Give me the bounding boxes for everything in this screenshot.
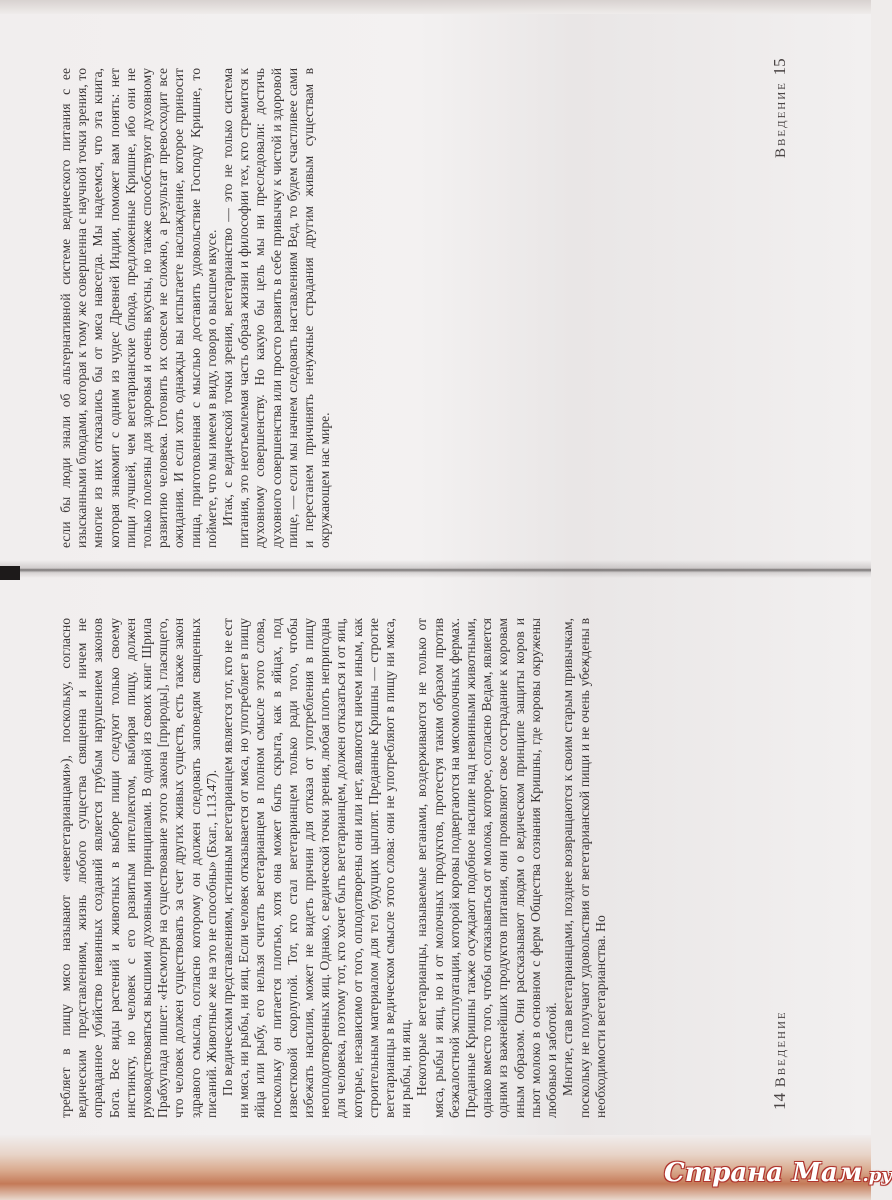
page-14-paragraph-3: Некоторые вегетарианцы, называемые веганами, воздерживаются не только от мяса, рыбы и яиц, но и от молочных продуктов, протестуя таким образом против безжалостной эксплуатации, которой коровы подвергаются на мясомолочных фермах. Преданные Кришны также осуждают подобное насилие над невинными животными, однако вместо того, чтобы отказываться от молока, которое, согласно Ведам, является одним из важнейших продуктов питания, они проявляют свое сострадание к коровам иным образом. Они рассказывают людям о ведическом принципе защиты коров и пьют молоко в основном с ферм Общества сознания Кришны, где коровы окружены любовью и заботой. — [414, 618, 560, 1118]
page-number: 14 — [770, 1093, 789, 1110]
page-14-paragraph-1: требляет в пищу мясо называют «невегетарианцами»), поскольку, согласно ведическим представлениям, жизнь любого существа священна и ничем не оправданное убийство невинных созданий является грубым нарушением законов Бога. Все виды растений и животных в выборе пищи следуют только своему инстинкту, но человек с его развитым интеллектом, выбирая пищу, должен руководствоваться высшими духовными принципами. В одной из своих книг Шрила Прабхупада пишет: «Несмотря на существование этого закона [природы], гласящего, что человек должен существовать за счет других живых существ, есть также закон здравого смысла, согласно которому он должен следовать заповедям священных писаний. Животные же на это не способны» (Бхаг., 1.13.47). — [58, 618, 219, 1118]
spine-shadow — [0, 566, 20, 580]
site-watermark — [664, 1158, 892, 1188]
watermark-domain: .ру — [862, 1165, 892, 1186]
page-number: 15 — [770, 58, 789, 76]
page-15-paragraph-2: Итак, с ведической точки зрения, вегетарианство — это не только система питания, это неотъемлемая часть образа жизни и философии тех, кто стремится к духовному совершенству. Но какую бы цель мы ни преследовали: достичь духовного совершенства или просто развить в себе привычку к чистой и здоровой пище, — если мы начнем следовать наставлениям Вед, то будем счастливее сами и перестанем причинять ненужные страдания другим живым существам в окружающем нас мире. — [220, 68, 333, 548]
watermark-text: Страна Мам — [664, 1158, 863, 1188]
book-spine — [0, 560, 871, 578]
book-top-edge — [0, 0, 871, 14]
page-15-paragraph-1: если бы люди знали об альтернативной системе ведического питания с ее изысканными блюдами, которая к тому же совершенна с научной точки зрения, то многие из них отказались бы от мяса навсегда. Мы надеемся, что эта книга, которая знакомит с одним из чудес Древней Индии, поможет вам понять: нет пищи лучшей, чем вегетарианские блюда, предложенные Кришне, ибо они не только полезны для здоровья и очень вкусны, но также способствуют духовному развитию человека. Готовить их совсем не сложно, а результат превосходит все ожидания. И если хоть однажды вы испытаете наслаждение, которое приносит пища, приготовленная с мыслью доставить удовольствие Господу Кришне, то поймете, что мы имеем в виду, говоря о высшем вкусе. — [58, 68, 219, 548]
running-head-title: Введение — [773, 1010, 789, 1088]
page-14-paragraph-4: Многие, став вегетарианцами, позднее возвращаются к своим старым привычкам, поскольку не получают удовольствия от вегетарианской пищи и не очень убеждены в необходимости вегетарианства. Но — [560, 618, 608, 1118]
page-14-running-head — [770, 1010, 790, 1110]
page-14-body — [58, 618, 738, 1118]
running-head-title: Введение — [773, 81, 789, 158]
page-14-paragraph-2: По ведическим представлениям, истинным вегетарианцем является тот, кто не ест ни мяса, ни рыбы, ни яиц. Если человек отказывается от мяса, но употребляет в пищу яйца или рыбу, его нельзя считать вегетарианцем в полном смысле этого слова, поскольку он питается плотью, хотя она может быть скрыта, как в яйцах, под известковой скорлупой. Тот, кто стал вегетарианцем только ради того, чтобы избежать насилия, может не видеть причин для отказа от употребления в пищу неоплодотворенных яиц. Однако, с ведической точки зрения, любая плоть непригодна для человека, поэтому тот, кто хочет быть вегетарианцем, должен отказаться и от яиц, которые, независимо от того, оплодотворены они или нет, являются ничем иным, как строительным материалом для тел будущих цыплят. Преданные Кришны — строгие вегетарианцы в ведическом смысле этого слова: они не употребляют в пищу ни мяса, ни рыбы, ни яиц. — [220, 618, 414, 1118]
page-15-running-head — [770, 58, 790, 158]
page-15-body — [58, 68, 393, 548]
